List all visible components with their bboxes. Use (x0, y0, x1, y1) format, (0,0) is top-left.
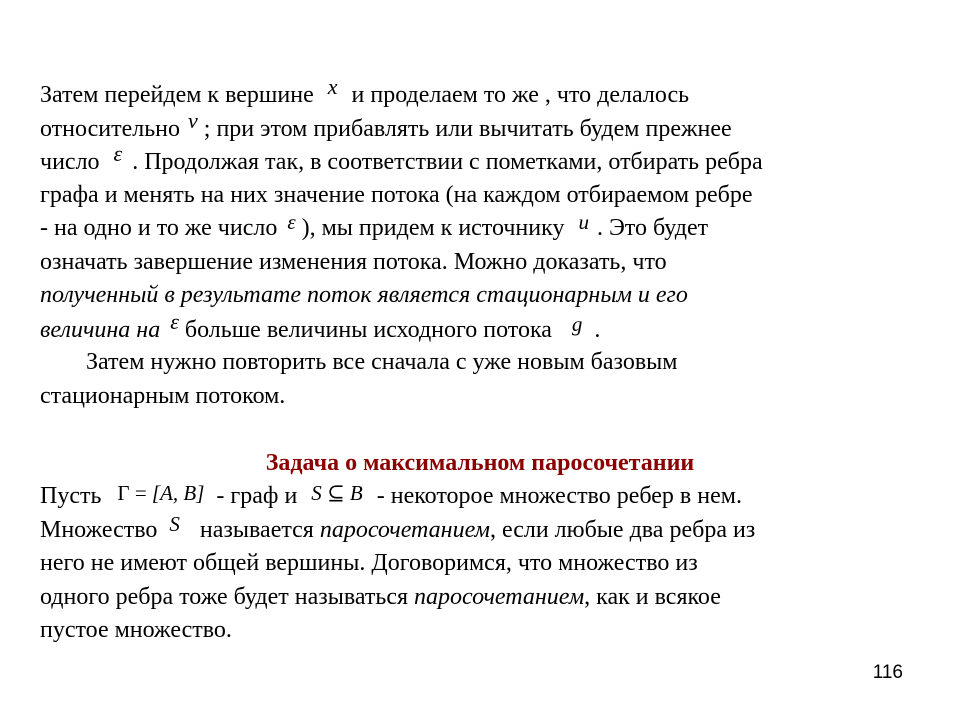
math-symbol-u: u (578, 210, 589, 234)
text-line: пустое множество. (40, 617, 232, 643)
text-run: Множество (40, 516, 158, 543)
math-symbol-g: g (571, 311, 583, 336)
text-line (40, 74, 920, 112)
math-symbol-epsilon: ε (170, 308, 179, 334)
text-run: Пусть (40, 483, 102, 509)
text-run: , как и всякое (584, 583, 721, 610)
slide-text (40, 74, 920, 648)
text-run: больше величины исходного потока (184, 316, 552, 343)
text-line (40, 581, 920, 615)
text-line (40, 346, 920, 380)
text-line (40, 141, 920, 179)
text-run: и проделаем то же , что делалось (351, 82, 690, 108)
text-run: . Это будет (596, 215, 709, 241)
math-symbol-v: v (188, 107, 198, 133)
text-run: , если любые два ребра из (489, 516, 756, 543)
text-line (40, 212, 920, 246)
math-symbol-x: x (327, 74, 338, 99)
text-run: - граф и (216, 483, 298, 509)
text-line: графа и менять на них значение потока (на каждом отбираемом ребре (40, 181, 753, 208)
text-run: относительно (40, 115, 181, 142)
text-line (40, 308, 920, 347)
math-symbol-s: S (169, 511, 180, 536)
text-run: называется (199, 516, 314, 543)
math-formula-graph: Γ = [A, B] (117, 481, 205, 505)
page-number: 116 (872, 662, 903, 683)
text-run: ; при этом прибавлять или вычитать будем прежнее (203, 115, 732, 142)
text-run: ), мы придем к источнику (301, 215, 565, 241)
text-line: него не имеют общей вершины. Договоримся, что множество из (40, 550, 698, 576)
text-run: одного ребра тоже будет называться (40, 583, 409, 610)
text-line-italic: полученный в результате поток является стационарным и его (40, 282, 688, 308)
text-run: . Продолжая так, в соответствии с пометками, отбирать ребра (132, 149, 763, 175)
text-line: стационарным потоком. (40, 382, 286, 409)
math-formula-subset: S ⊆ B (311, 481, 363, 505)
text-line (40, 107, 920, 146)
math-symbol-epsilon: ε (287, 210, 296, 234)
section-heading: Задача о максимальном паросочетании (265, 449, 695, 476)
term-italic: паросочетанием (414, 583, 585, 610)
term-italic: паросочетанием (319, 516, 490, 543)
text-line (40, 511, 920, 548)
text-run-italic: величина на (40, 316, 161, 343)
math-symbol-epsilon: ε (113, 141, 123, 166)
text-run: - некоторое множество ребер в нем. (376, 483, 742, 509)
text-run: Затем перейдем к вершине (40, 82, 314, 108)
text-run: - на одно и то же число (40, 215, 278, 241)
text-run: Затем нужно повторить все сначала с уже новым базовым (86, 349, 678, 375)
text-run: . (594, 316, 601, 343)
text-run: число (40, 149, 100, 175)
text-line: означать завершение изменения потока. Можно доказать, что (40, 248, 667, 275)
